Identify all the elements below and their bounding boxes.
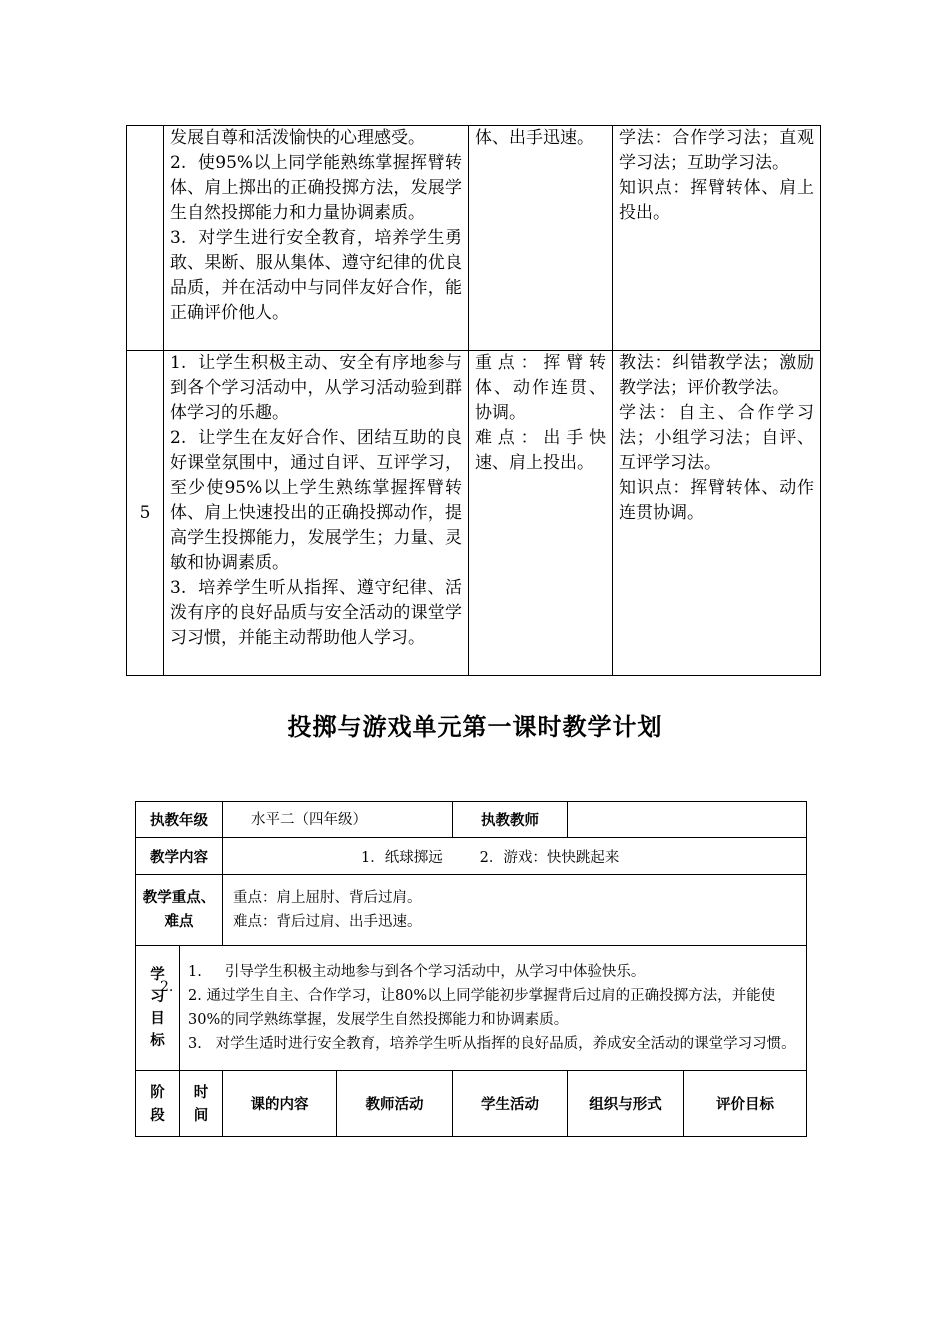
table-row xyxy=(127,126,821,351)
goals-label-char: 标 xyxy=(150,1032,165,1049)
method-text: 知识点：挥臂转体、动作连贯协调。 xyxy=(619,478,814,523)
goal-text: 1. 让学生积极主动、安全有序地参与到各个学习活动中，从学习活动验到群体学习的乐趣。 xyxy=(170,353,462,423)
header-stage-line: 阶 xyxy=(150,1083,165,1101)
teacher-label: 执教教师 xyxy=(453,802,568,838)
method-text: 学法：自主、合作学习法；小组学习法；自评、互评学习法。 xyxy=(619,403,814,473)
header-time-line: 间 xyxy=(193,1106,209,1124)
method-text: 学法：合作学习法；直观学习法；互助学习法。 xyxy=(619,128,814,173)
difficult-point: 难点：背后过肩、出手迅速。 xyxy=(233,914,422,930)
focus-text: 难点：出手快速、肩上投出。 xyxy=(475,428,606,473)
lesson-number-cell xyxy=(127,126,164,351)
keypoints-label-line: 教学重点、 xyxy=(142,889,216,906)
header-evaluation: 评价目标 xyxy=(684,1071,807,1137)
header-teacher-activity: 教师活动 xyxy=(337,1071,453,1137)
header-time xyxy=(180,1071,223,1137)
method-text: 知识点：挥臂转体、肩上投出。 xyxy=(619,178,814,223)
keypoints-value xyxy=(223,875,807,946)
key-point: 重点：肩上屈肘、背后过肩。 xyxy=(233,890,422,906)
grade-label: 执教年级 xyxy=(136,802,223,838)
methods-cell xyxy=(613,351,821,676)
header-stage-line: 段 xyxy=(150,1106,165,1124)
focus-cell xyxy=(469,126,613,351)
goal-text: 3. 培养学生听从指挥、遵守纪律、活泼有序的良好品质与安全活动的课堂学习习惯，并能主动帮助他人学习。 xyxy=(170,578,462,648)
focus-cell xyxy=(469,351,613,676)
methods-cell xyxy=(613,126,821,351)
table-row xyxy=(136,1071,807,1137)
content-label: 教学内容 xyxy=(136,838,223,875)
goal-item: 1. 引导学生积极主动地参与到各个学习活动中，从学习中体验快乐。 xyxy=(188,964,646,980)
table-row xyxy=(127,351,821,676)
goal-text: 3. 对学生进行安全教育，培养学生勇敢、果断、服从集体、遵守纪律的优良品质，并在活动中与同伴友好合作，能正确评价他人。 xyxy=(170,228,462,323)
goals-cell xyxy=(164,126,469,351)
goals-value xyxy=(180,946,807,1071)
page-title: 投掷与游戏单元第一课时教学计划 xyxy=(287,712,663,741)
table-row xyxy=(136,802,807,838)
goals-label xyxy=(136,946,180,1071)
keypoints-label xyxy=(136,875,223,946)
content-value: 1．纸球掷远 2．游戏：快快跳起来 xyxy=(223,838,807,875)
header-content: 课的内容 xyxy=(223,1071,337,1137)
goals-label-char: 目 xyxy=(150,1010,165,1027)
header-stage xyxy=(136,1071,180,1137)
keypoints-label-line: 难点 xyxy=(164,913,194,930)
goal-item: 2. 通过学生自主、合作学习，让80%以上同学能初步掌握背后过肩的正确投掷方法，并能使30%的同学熟练掌握，发展学生自然投掷能力和协调素质。 xyxy=(188,988,776,1028)
method-text: 教法：纠错教学法；激励教学法；评价教学法。 xyxy=(619,353,814,398)
goals-label-char: 学 xyxy=(150,966,165,983)
teacher-value xyxy=(568,802,807,838)
lesson-plan-table xyxy=(135,801,807,1137)
goal-text: 发展自尊和活泼愉快的心理感受。 xyxy=(170,128,425,148)
stray-number: 2. xyxy=(160,979,174,995)
goal-text: 2. 使95%以上同学能熟练掌握挥臂转体、肩上掷出的正确投掷方法，发展学生自然投掷能力和力量协调素质。 xyxy=(170,153,462,223)
header-student-activity: 学生活动 xyxy=(453,1071,568,1137)
goal-text: 2. 让学生在友好合作、团结互助的良好课堂氛围中，通过自评、互评学习，至少使95%以上学生熟练掌握挥臂转体、肩上快速投出的正确投掷动作，提高学生投掷能力，发展学生；力量、灵敏和协调素质。 xyxy=(170,428,462,573)
lesson-number-cell: 5 xyxy=(127,351,164,676)
table-row xyxy=(136,875,807,946)
header-time-line: 时 xyxy=(193,1083,209,1101)
grade-value: 水平二（四年级） xyxy=(223,802,453,838)
goals-label-char: 习 xyxy=(150,988,165,1005)
goal-item: 3. 对学生适时进行安全教育，培养学生听从指挥的良好品质，养成安全活动的课堂学习习惯。 xyxy=(188,1036,796,1052)
goals-cell xyxy=(164,351,469,676)
unit-plan-table-continued xyxy=(126,125,821,676)
focus-text: 重点：挥臂转体、动作连贯、协调。 xyxy=(475,353,606,423)
table-row xyxy=(136,838,807,875)
focus-text: 体、出手迅速。 xyxy=(475,128,594,148)
header-organization: 组织与形式 xyxy=(568,1071,684,1137)
table-row xyxy=(136,946,807,1071)
